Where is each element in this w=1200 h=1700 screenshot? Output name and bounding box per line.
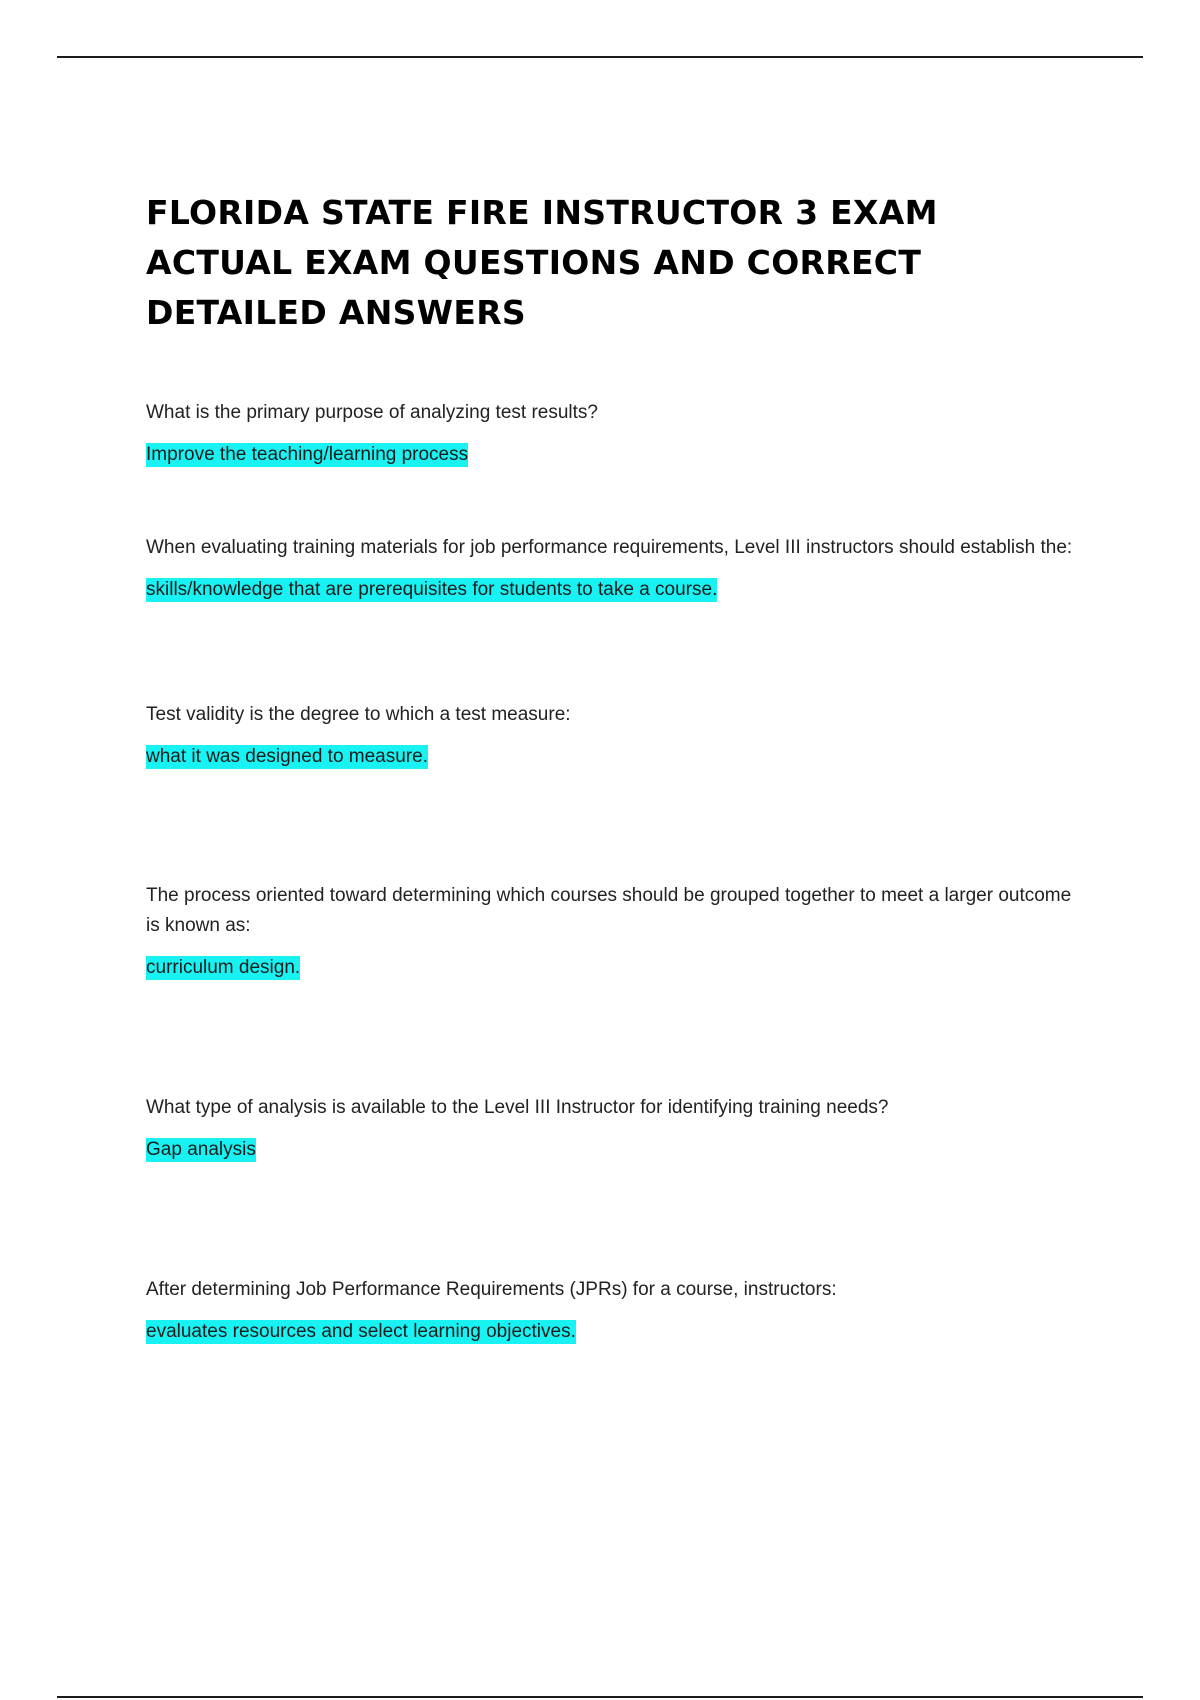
answer-5 — [146, 1135, 1076, 1165]
answer-5-highlight: Gap analysis — [146, 1139, 256, 1160]
question-6: After determining Job Performance Requirements (JPRs) for a course, instructors: — [146, 1279, 837, 1300]
answer-2-highlight: skills/knowledge that are prerequisites for students to take a course. — [146, 579, 718, 600]
qa-item-6 — [146, 1275, 1076, 1347]
answer-6 — [146, 1317, 1076, 1347]
question-2: When evaluating training materials for job performance requirements, Level III instructors should establish the: — [146, 537, 1073, 558]
qa-item-5 — [146, 1093, 1076, 1165]
answer-2 — [146, 575, 1076, 605]
question-1: What is the primary purpose of analyzing test results? — [146, 402, 598, 423]
answer-6-highlight: evaluates resources and select learning objectives. — [146, 1321, 576, 1342]
answer-4 — [146, 953, 1076, 983]
qa-item-1 — [146, 398, 1076, 470]
question-3: Test validity is the degree to which a test measure: — [146, 704, 571, 725]
answer-4-highlight: curriculum design. — [146, 957, 301, 978]
header-rule — [57, 56, 1143, 58]
qa-item-2 — [146, 533, 1076, 605]
question-5: What type of analysis is available to the Level III Instructor for identifying training needs? — [146, 1097, 889, 1118]
footer-rule — [57, 1696, 1143, 1698]
answer-3-highlight: what it was designed to measure. — [146, 746, 428, 767]
answer-1 — [146, 440, 1076, 470]
answer-1-highlight: Improve the teaching/learning process — [146, 444, 469, 465]
qa-item-3 — [146, 700, 1076, 772]
qa-item-4 — [146, 881, 1076, 983]
document-title: FLORIDA STATE FIRE INSTRUCTOR 3 EXAM ACTUAL EXAM QUESTIONS AND CORRECT DETAILED ANSWERS — [146, 193, 938, 332]
question-4: The process oriented toward determining which courses should be grouped together to meet a larger outcome is known as: — [146, 885, 1072, 936]
answer-3 — [146, 742, 1076, 772]
